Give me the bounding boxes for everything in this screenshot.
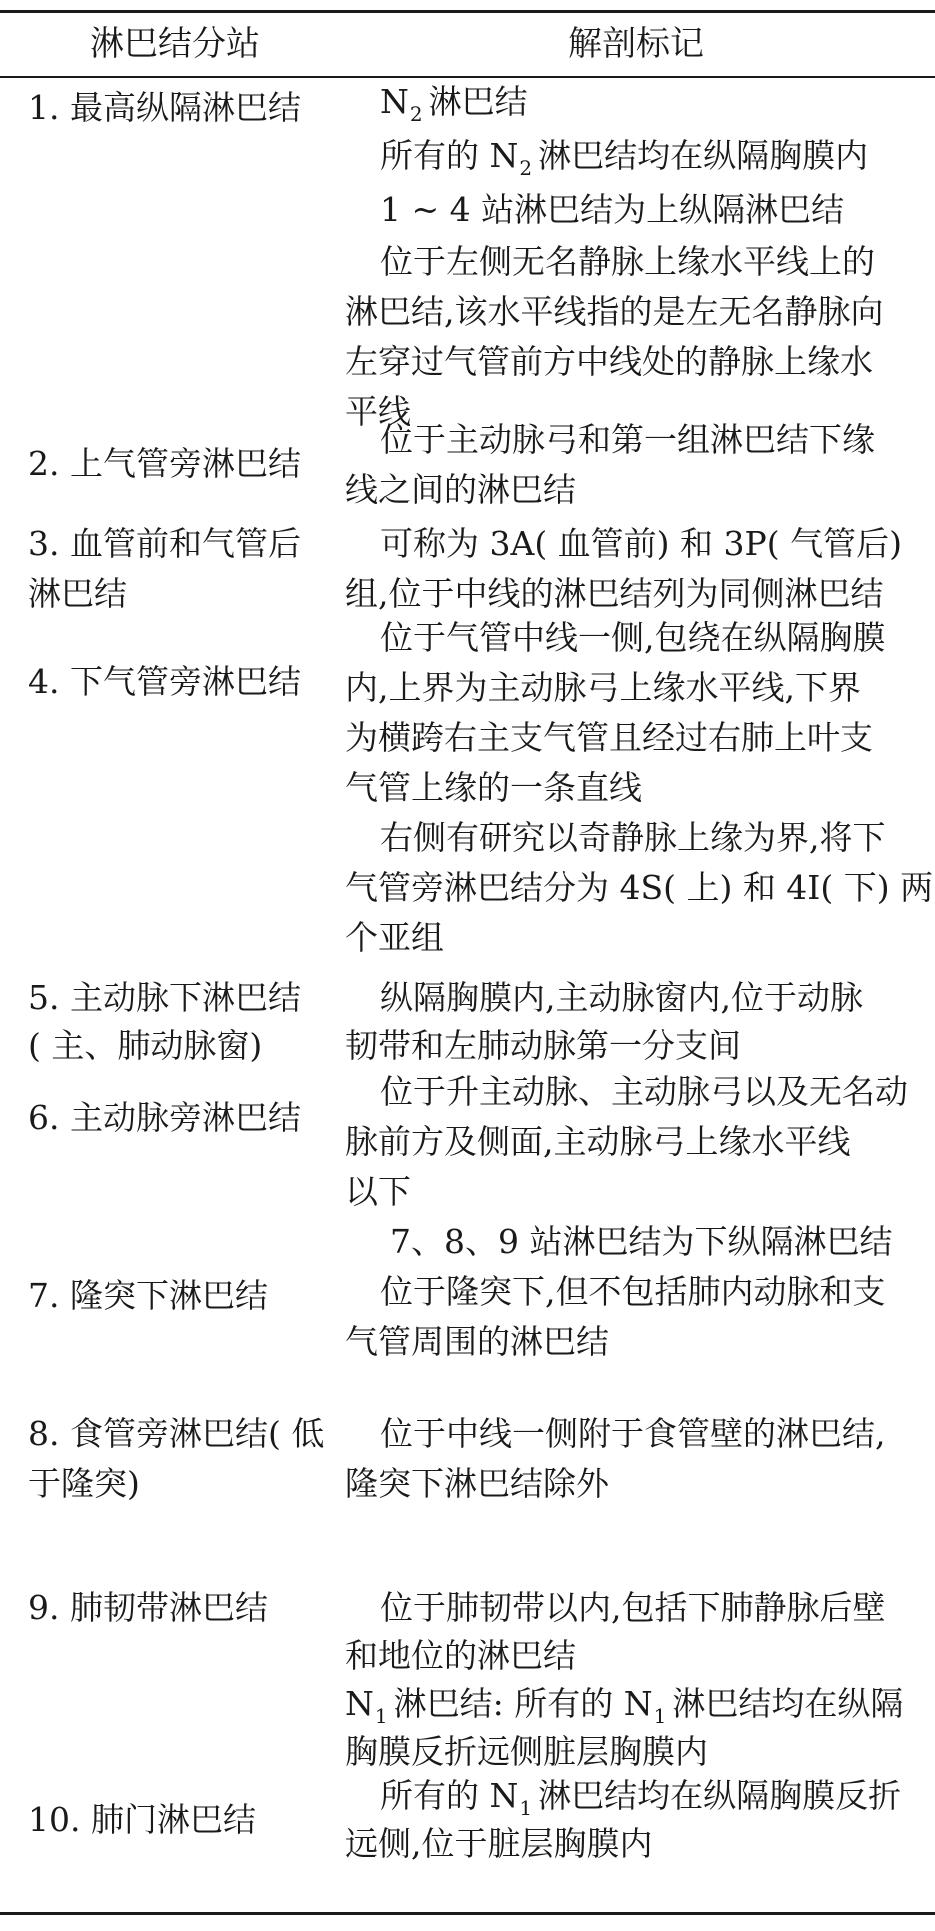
station-9: 9. 肺韧带淋巴结 <box>28 1588 268 1627</box>
station-3: 3. 血管前和气管后 <box>28 524 301 563</box>
landmark-line: $N_1$ 淋巴结: 所有的 $N_1$ 淋巴结均在纵隔 <box>345 1684 904 1728</box>
landmark-line: 位于升主动脉、主动脉弓以及无名动 <box>380 1072 908 1111</box>
header-station: 淋巴结分站 <box>90 24 260 64</box>
landmark-line: 个亚组 <box>345 918 444 957</box>
station-7: 7. 隆突下淋巴结 <box>28 1276 268 1315</box>
landmark-line: 气管周围的淋巴结 <box>345 1322 609 1361</box>
station-2: 2. 上气管旁淋巴结 <box>28 444 301 483</box>
landmark-line: 淋巴结,该水平线指的是左无名静脉向 <box>345 292 884 331</box>
station-5-cont: ( 主、肺动脉窗) <box>28 1026 263 1065</box>
station-1: 1. 最高纵隔淋巴结 <box>28 88 301 127</box>
landmark-line: 线之间的淋巴结 <box>345 470 576 509</box>
landmark-line: 可称为 3A( 血管前) 和 3P( 气管后) <box>380 524 902 563</box>
landmark-line: 1 ~ 4 站淋巴结为上纵隔淋巴结 <box>380 190 845 229</box>
landmark-line: 左穿过气管前方中线处的静脉上缘水 <box>345 342 873 381</box>
landmark-line: 为横跨右主支气管且经过右肺上叶支 <box>345 718 873 757</box>
station-4: 4. 下气管旁淋巴结 <box>28 662 301 701</box>
landmark-line: 位于隆突下,但不包括肺内动脉和支 <box>380 1272 886 1311</box>
station-8: 8. 食管旁淋巴结( 低 <box>28 1414 325 1453</box>
landmark-line: 韧带和左肺动脉第一分支间 <box>345 1026 741 1065</box>
landmark-line: 组,位于中线的淋巴结列为同侧淋巴结 <box>345 574 884 613</box>
landmark-line: 所有的 $N_2$ 淋巴结均在纵隔胸膜内 <box>380 136 869 180</box>
header-rule <box>0 76 935 78</box>
landmark-line: 右侧有研究以奇静脉上缘为界,将下 <box>380 818 886 857</box>
station-6: 6. 主动脉旁淋巴结 <box>28 1098 301 1137</box>
station-3-cont: 淋巴结 <box>28 574 127 613</box>
landmark-line: $N_2$ 淋巴结 <box>380 82 528 126</box>
landmark-line: 胸膜反折远侧脏层胸膜内 <box>345 1732 708 1771</box>
landmark-line: 气管旁淋巴结分为 4S( 上) 和 4I( 下) 两 <box>345 868 934 907</box>
table-top-rule <box>0 10 935 13</box>
landmark-line: 脉前方及侧面,主动脉弓上缘水平线 <box>345 1122 851 1161</box>
landmark-line: 纵隔胸膜内,主动脉窗内,位于动脉 <box>380 978 863 1017</box>
landmark-line: 位于左侧无名静脉上缘水平线上的 <box>380 242 875 281</box>
landmark-line: 气管上缘的一条直线 <box>345 768 642 807</box>
header-anatomy: 解剖标记 <box>568 24 704 64</box>
landmark-line: 平线 <box>345 392 411 431</box>
landmark-line: 和地位的淋巴结 <box>345 1636 576 1675</box>
landmark-line: 位于中线一侧附于食管壁的淋巴结, <box>380 1414 886 1453</box>
station-10: 10. 肺门淋巴结 <box>28 1800 256 1839</box>
landmark-line: 内,上界为主动脉弓上缘水平线,下界 <box>345 668 861 707</box>
landmark-line: 位于肺韧带以内,包括下肺静脉后壁 <box>380 1588 886 1627</box>
landmark-line: 位于主动脉弓和第一组淋巴结下缘 <box>380 420 875 459</box>
station-5: 5. 主动脉下淋巴结 <box>28 978 301 1017</box>
landmark-line: 隆突下淋巴结除外 <box>345 1464 609 1503</box>
station-8-cont: 于隆突) <box>28 1464 140 1503</box>
landmark-line: 7、8、9 站淋巴结为下纵隔淋巴结 <box>390 1222 893 1261</box>
table-bottom-rule <box>0 1912 935 1915</box>
landmark-line: 位于气管中线一侧,包绕在纵隔胸膜 <box>380 618 886 657</box>
landmark-line: 远侧,位于脏层胸膜内 <box>345 1824 653 1863</box>
landmark-line: 以下 <box>345 1172 411 1211</box>
landmark-line: 所有的 $N_1$ 淋巴结均在纵隔胸膜反折 <box>380 1776 902 1820</box>
